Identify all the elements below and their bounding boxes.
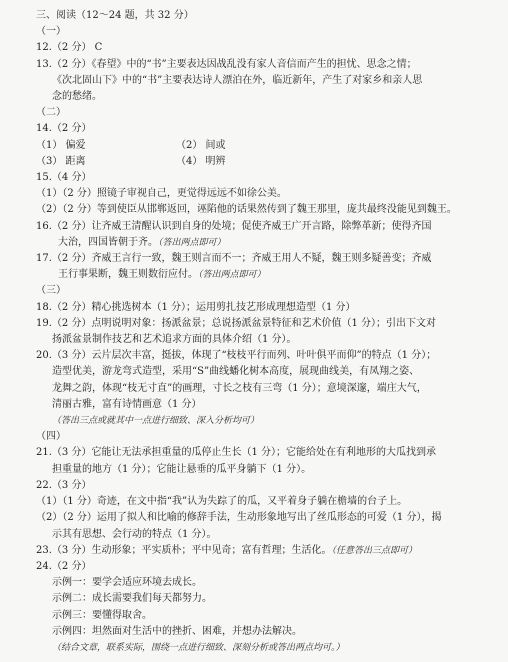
q16-line	[36, 235, 490, 251]
q24-example: 示例二：成长需要我们每天都努力。	[52, 593, 212, 605]
q20-note: （答出三点或就其中一点进行细致、深入分析均可）	[52, 416, 260, 427]
q24-example: 示例一：要学会适应环境去成长。	[52, 577, 202, 589]
q17-line	[36, 267, 490, 283]
q19-line: 扬派盆景制作技艺和艺术追求方面的具体介绍（1 分）。	[52, 334, 297, 346]
q20-line: 龙舞之韵，体现“枝无寸直”的画理，寸长之枝有三弯（1 分）；意境深邃，端庄大气，	[52, 382, 427, 394]
part-heading: （一）	[36, 26, 66, 38]
part-heading: （二）	[36, 107, 66, 119]
q14-item: （4） 明辨	[176, 155, 226, 167]
q21-line: 担重量的地方（1 分）；它能让悬垂的瓜平身躺下（1 分）。	[52, 463, 312, 475]
q16-note: （答出两点即可）	[158, 237, 226, 248]
q23-text: 23.（3 分）生动形象；平实质朴；平中见奇；富有哲理；生活化。	[36, 544, 332, 556]
q19-line: 19.（2 分）点明说明对象：扬派盆景；总说扬派盆景特征和艺术价值（1 分）；引出下文对	[36, 317, 436, 329]
q21-line: 21.（3 分）它能让无法承担重量的瓜停止生长（1 分）；它能给处在有利地形的大瓜找到承	[36, 447, 436, 459]
part-heading: （三）	[36, 285, 66, 297]
q23-line	[36, 543, 490, 559]
q22-line: （1）（1 分）奇迹，在文中指“我”认为失踪了的瓜，又平着身子躺在檐墙的台子上。	[36, 496, 408, 508]
q17-text: 王行事果断，魏王则数衍应付。	[58, 269, 198, 281]
q14-item: （2） 间或	[176, 139, 226, 151]
q24-example: 示例三：要懂得取舍。	[52, 609, 152, 621]
q20-line: 清丽古雅，富有诗情画意（1 分）	[52, 398, 202, 410]
q22-line: 22.（3 分）	[36, 479, 92, 491]
part-heading: （四）	[36, 431, 66, 443]
q16-line: 16.（2 分）让齐威王清醒认识到自身的处境；促使齐威王广开言路，除弊革新；使得齐国	[36, 220, 432, 232]
q16-text: 大治，四国皆朝于齐。	[58, 236, 158, 248]
q15-line: 15.（4 分）	[36, 172, 92, 184]
q17-line: 17.（2 分）齐威王言行一致，魏王则言而不一；齐威王用人不疑，魏王则多疑善变；齐威	[36, 253, 432, 265]
q22-line: （2）（2 分）运用了拟人和比喻的修辞手法，生动形象地写出了丝瓜形态的可爱（1 分），揭	[36, 512, 442, 524]
q14-row	[36, 138, 490, 154]
q24-head: 24.（2 分）	[36, 560, 92, 572]
q13-line: 《次北固山下》中的“书”主要表达诗人漂泊在外，临近新年，产生了对家乡和亲人思	[52, 74, 423, 86]
q14-row	[36, 154, 490, 170]
q18-answer: 18.（2 分）精心挑选树本（1 分）；运用剪扎技艺形成理想造型（1 分）	[36, 301, 356, 313]
q24-example: 示例四：坦然面对生活中的挫折、困难，并想办法解决。	[52, 625, 302, 637]
q15-line: （2）（2 分）等到使臣从邯郸返回，诬陷他的话果然传到了魏王那里，庞共最终没能见到魏王。	[36, 204, 457, 216]
q22-line: 示其有思想、会行动的特点（1 分）。	[52, 528, 217, 540]
q14-item: （3） 距离	[36, 155, 86, 167]
q14-head: 14.（2 分）	[36, 123, 92, 135]
q14-item: （1） 偏爱	[36, 139, 86, 151]
section-title: 三、阅读（12～24 题，共 32 分）	[36, 10, 194, 21]
q20-line: 20.（3 分）云片层次丰富，挺拔，体现了“枝枝平行而列、叶叶俱平而仰”的特点（1 分）；	[36, 350, 437, 362]
q12-answer: 12.（2 分） C	[36, 42, 103, 54]
q15-line: （1）（2 分）照镜子审视自己，更觉得远远不如徐公美。	[36, 188, 287, 200]
q13-line: 念的愁绪。	[52, 91, 102, 103]
q13-line: 13.（2 分）《春望》中的“书”主要表达因战乱没有家人音信而产生的担忧、思念之情；	[36, 58, 417, 70]
q17-note: （答出两点即可）	[198, 270, 266, 281]
q23-note: （任意答出三点即可）	[331, 545, 417, 556]
q20-line: 造型优美，游龙弯式造型，采用“S”曲线蟠化树本高度，展现曲线美，有凤翔之姿、	[52, 366, 420, 378]
q24-note: （结合文章，联系实际，围绕一点进行细致、深刻分析或答出两点均可。）	[52, 642, 345, 653]
